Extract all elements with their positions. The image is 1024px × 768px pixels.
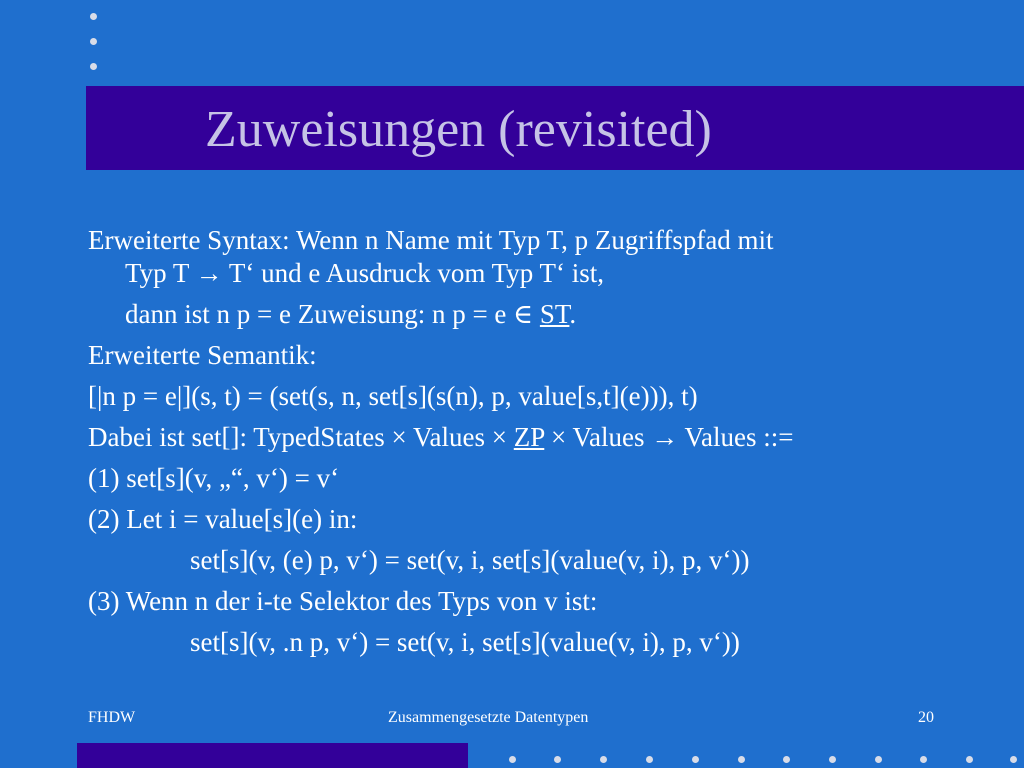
- decor-dot: [920, 756, 927, 763]
- decor-dot: [90, 13, 97, 20]
- text-span: × Values → Values ::=: [544, 422, 794, 452]
- body-line: (3) Wenn n der i-te Selektor des Typs von v ist:: [88, 586, 598, 616]
- text-span: Dabei ist set[]: TypedStates × Values ×: [88, 422, 514, 452]
- body-line: [|n p = e|](s, t) = (set(s, n, set[s](s(n), p, value[s,t](e))), t): [88, 381, 698, 411]
- decor-dot: [509, 756, 516, 763]
- decor-dot: [600, 756, 607, 763]
- decor-dot: [829, 756, 836, 763]
- underlined-term: ZP: [513, 422, 545, 452]
- text-span: dann ist n p = e Zuweisung: n p = e ∈: [125, 299, 540, 329]
- decor-dot: [90, 63, 97, 70]
- decor-dot: [1010, 756, 1017, 763]
- decor-dot: [90, 38, 97, 45]
- body-line: set[s](v, (e) p, v‘) = set(v, i, set[s](value(v, i), p, v‘)): [190, 545, 750, 575]
- decor-dot: [783, 756, 790, 763]
- text-span: .: [569, 299, 577, 329]
- body-line: set[s](v, .n p, v‘) = set(v, i, set[s](value(v, i), p, v‘)): [190, 627, 740, 657]
- body-line: [88, 421, 988, 454]
- page-number: 20: [918, 709, 934, 726]
- decor-dot: [966, 756, 973, 763]
- body-line: Typ T → T‘ und e Ausdruck vom Typ T‘ ist,: [125, 258, 604, 288]
- decor-dot: [692, 756, 699, 763]
- decor-dot: [554, 756, 561, 763]
- decor-dot: [738, 756, 745, 763]
- body-line: (2) Let i = value[s](e) in:: [88, 504, 358, 534]
- footer-left: FHDW: [88, 709, 136, 726]
- body-line: Erweiterte Syntax: Wenn n Name mit Typ T, p Zugriffspfad mit: [88, 225, 774, 255]
- slide-title: Zuweisungen (revisited): [205, 101, 712, 158]
- decor-dot: [646, 756, 653, 763]
- body-line: Erweiterte Semantik:: [88, 340, 317, 370]
- body-line: (1) set[s](v, „“, v‘) = v‘: [88, 463, 340, 493]
- decor-dot: [875, 756, 882, 763]
- underlined-term: ST: [539, 299, 570, 329]
- bottom-bar: [77, 743, 468, 768]
- footer-center: Zusammengesetzte Datentypen: [388, 709, 589, 726]
- body-line: [88, 298, 988, 331]
- slide-body: [88, 224, 988, 659]
